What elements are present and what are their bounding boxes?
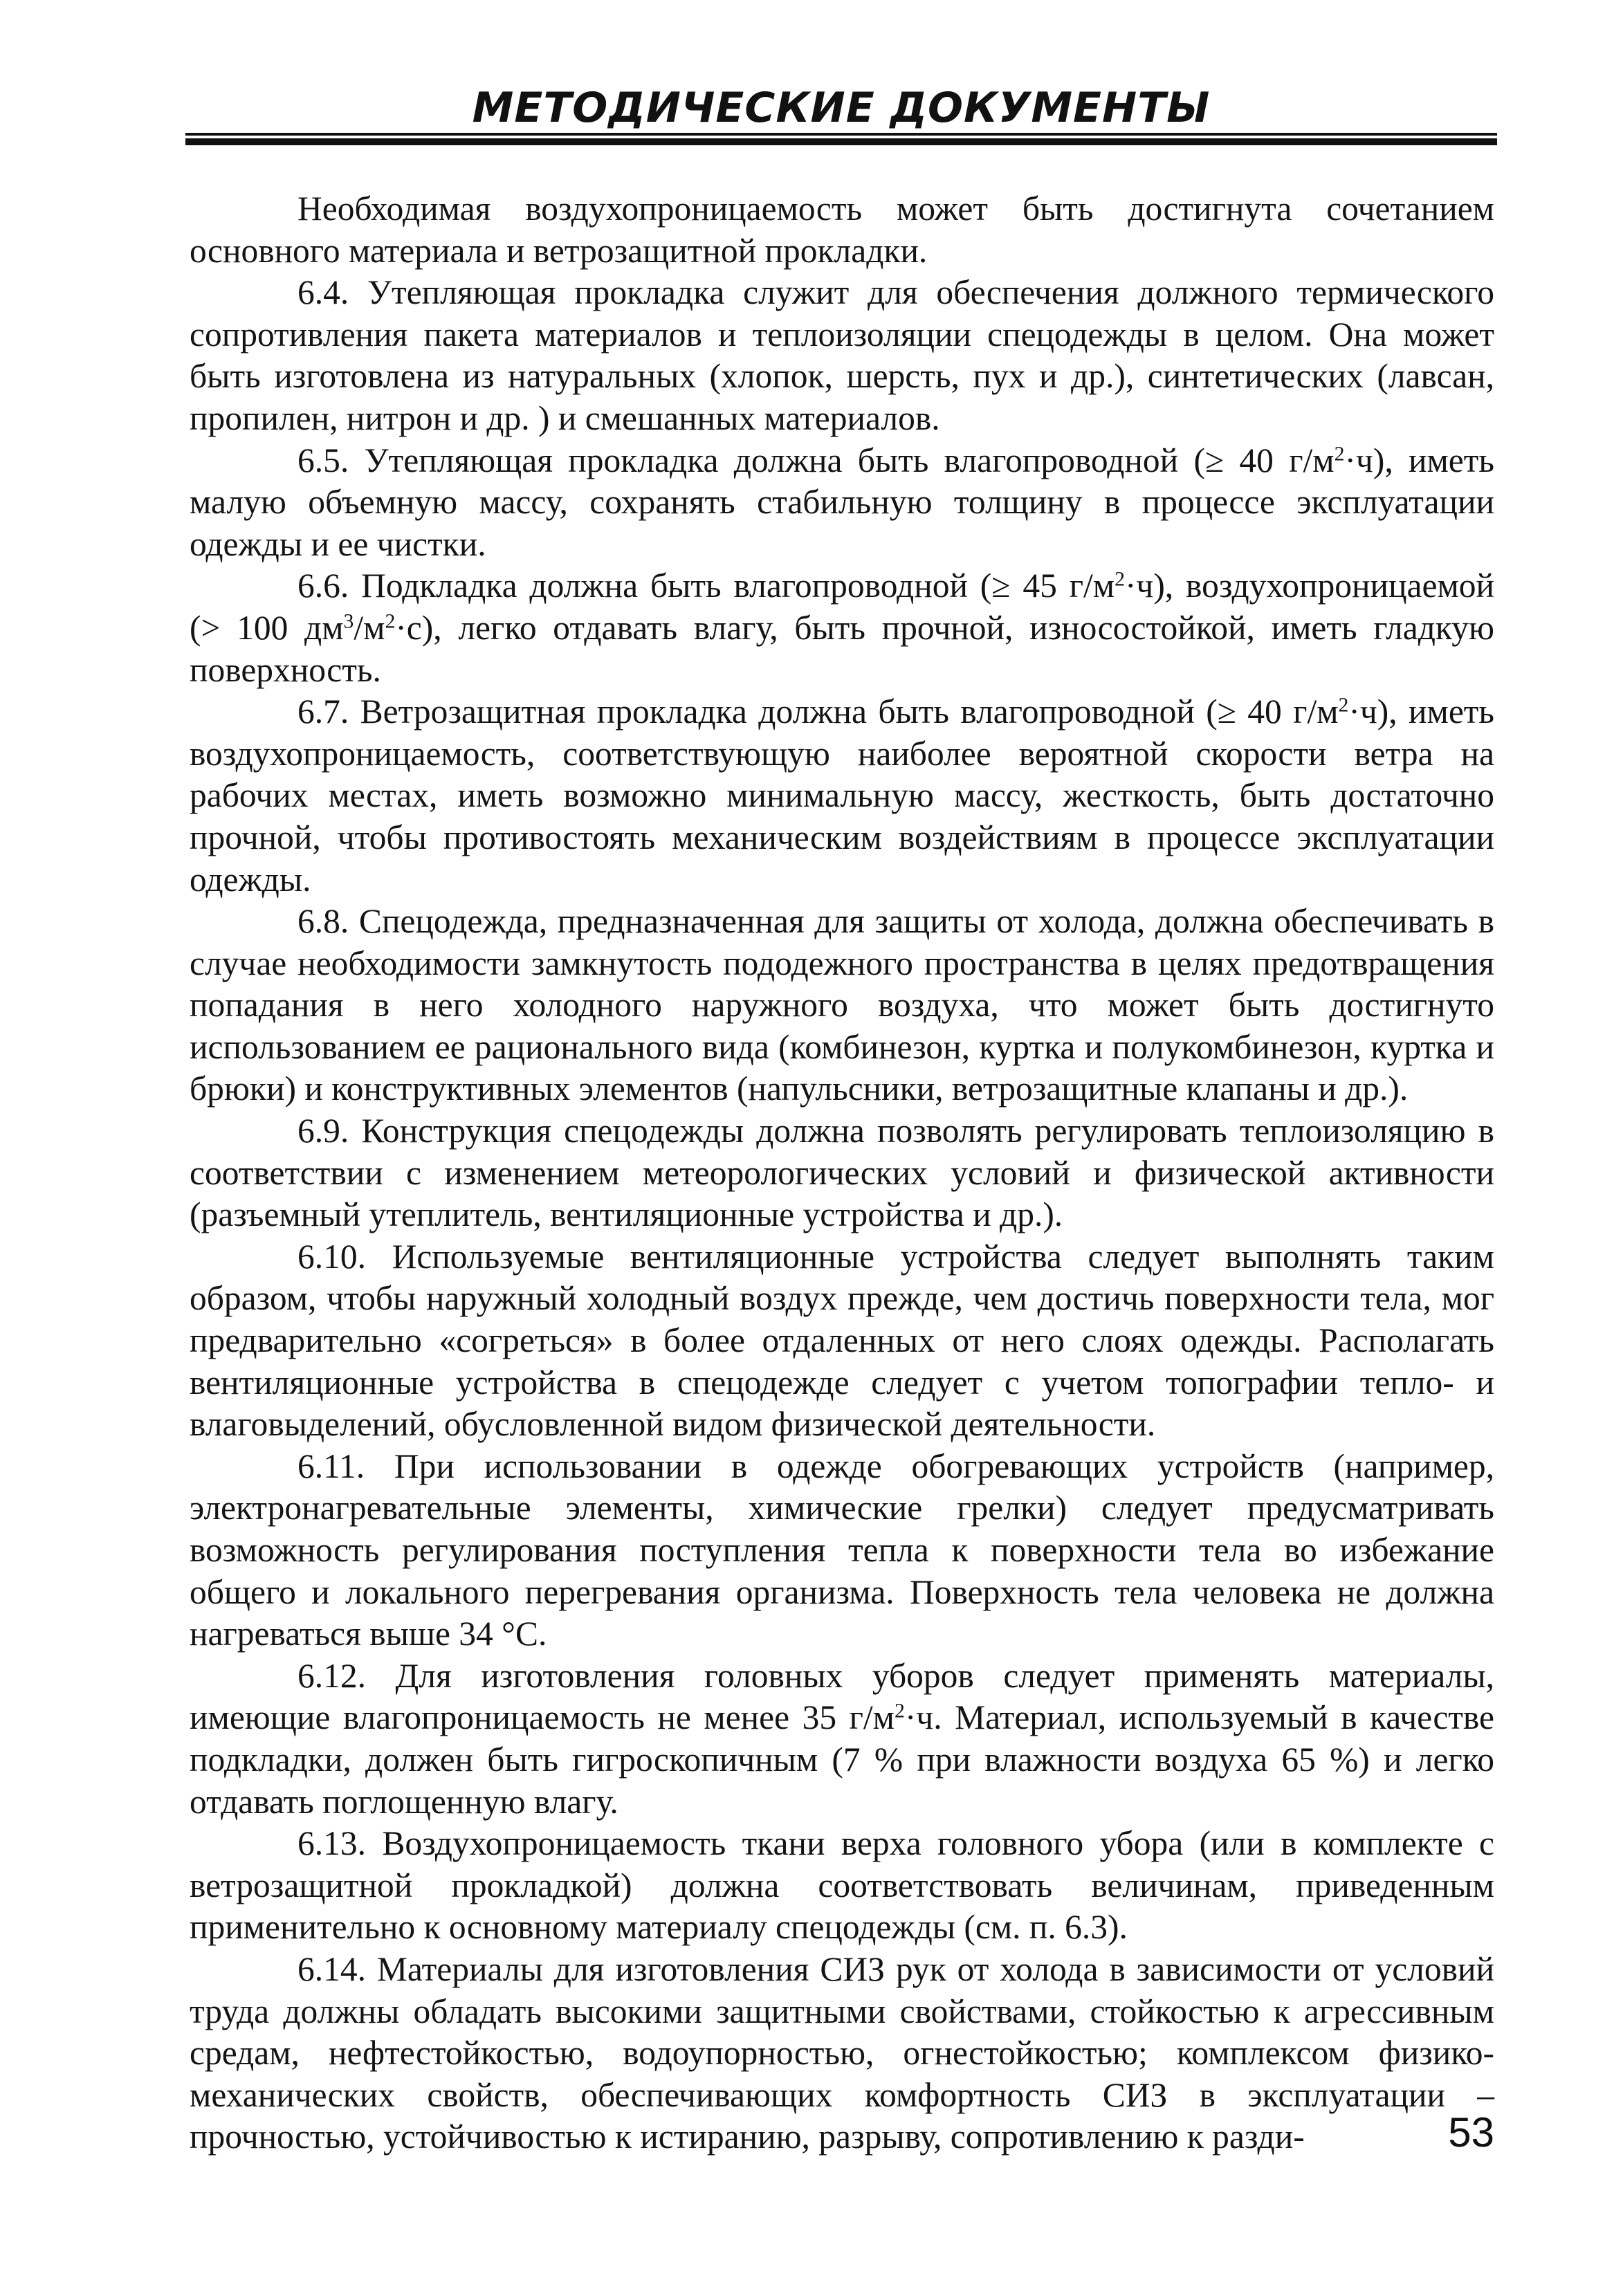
paragraph-6-9: 6.9. Конструкция спецодежды должна позволять регулировать теплоизоляцию в соответствии с изменением метеорологических условий и физической активности (разъемный утеплитель, вентиляционные устройства и др.).	[190, 1112, 1494, 1234]
header-title: МЕТОДИЧЕСКИЕ ДОКУМЕНТЫ	[472, 84, 1211, 132]
running-header	[185, 82, 1497, 144]
paragraph-6-14: 6.14. Материалы для изготовления СИЗ рук от холода в зависимости от условий труда должны обладать высокими защитными свойствами, стойкостью к агрессивным средам, нефтестойкостью, водоупорностью, огнестойкостью; комплексом физико-механических свойств, обеспечивающих комфортность СИЗ в эксплуатации – прочностью, устойчивостью к истиранию, разрыву, сопротивлению к разди-	[190, 1949, 1494, 2156]
paragraph-6-4: 6.4. Утепляющая прокладка служит для обеспечения должного термического сопротивления пакета материалов и теплоизоляции спецодежды в целом. Она может быть изготовлена из натуральных (хлопок, шерсть, пух и др.), синтетических (лавсан, пропилен, нитрон и др. ) и смешанных материалов.	[190, 273, 1494, 437]
paragraph-6-10: 6.10. Используемые вентиляционные устройства следует выполнять таким образом, чтобы наружный холодный воздух прежде, чем достичь поверхности тела, мог предварительно «согреться» в более отдаленных от него слоях одежды. Располагать вентиляционные устройства в спецодежде следует с учетом топографии тепло- и влаговыделений, обусловленной видом физической деятельности.	[190, 1237, 1494, 1444]
paragraph-6-11: 6.11. При использовании в одежде обогревающих устройств (например, электронагревательные элементы, химические грелки) следует предусматривать возможность регулирования поступления тепла к поверхности тела во избежание общего и локального перегревания организма. Поверхность тела человека не должна нагреваться выше 34 °С.	[190, 1447, 1494, 1653]
header-rule-thick	[185, 138, 1497, 145]
paragraph-6-13: 6.13. Воздухопроницаемость ткани верха головного убора (или в комплекте с ветрозащитной прокладкой) должна соответствовать величинам, приведенным применительно к основному материалу спецодежды (см. п. 6.3).	[190, 1824, 1494, 1947]
paragraph-intro: Необходимая воздухопроницаемость может быть достигнута сочетанием основного материала и ветрозащитной прокладки.	[190, 190, 1494, 270]
paragraph-6-8: 6.8. Спецодежда, предназначенная для защиты от холода, должна обеспечивать в случае необходимости замкнутость пододежного пространства в целях предотвращения попадания в него холодного наружного воздуха, что может быть достигнуто использованием ее рационального вида (комбинезон, куртка и полукомбинезон, куртка и брюки) и конструктивных элементов (напульсники, ветрозащитные клапаны и др.).	[190, 902, 1494, 1108]
body-text	[190, 188, 1494, 2158]
paragraph-6-12: 6.12. Для изготовления головных уборов следует применять материалы, имеющие влагопроницаемость не менее 35 $г/м^2\cdot ч$. Материал, используемый в качестве подкладки, должен быть гигроскопичным (7 % при влажности воздуха 65 %) и легко отдавать поглощенную влагу.	[190, 1656, 1494, 1821]
header-rule-thin	[185, 133, 1497, 136]
paragraph-6-7: 6.7. Ветрозащитная прокладка должна быть влагопроводной (≥ 40 $г/м^2\cdot ч$), иметь воздухопроницаемость, соответствующую наиболее вероятной скорости ветра на рабочих местах, иметь возможно минимальную массу, жесткость, быть достаточно прочной, чтобы противостоять механическим воздействиям в процессе эксплуатации одежды.	[190, 692, 1494, 899]
paragraph-6-5: 6.5. Утепляющая прокладка должна быть влагопроводной (≥ 40 $г/м^2\cdot ч$), иметь малую объемную массу, сохранять стабильную толщину в процессе эксплуатации одежды и ее чистки.	[190, 441, 1494, 563]
paragraph-6-6: 6.6. Подкладка должна быть влагопроводной (≥ 45 $г/м^2\cdot ч$), воздухопроницаемой (> 100 $дм^3/м^2\cdot с$), легко отдавать влагу, быть прочной, износостойкой, иметь гладкую поверхность.	[190, 567, 1495, 689]
page-number: 53	[1448, 2109, 1494, 2156]
